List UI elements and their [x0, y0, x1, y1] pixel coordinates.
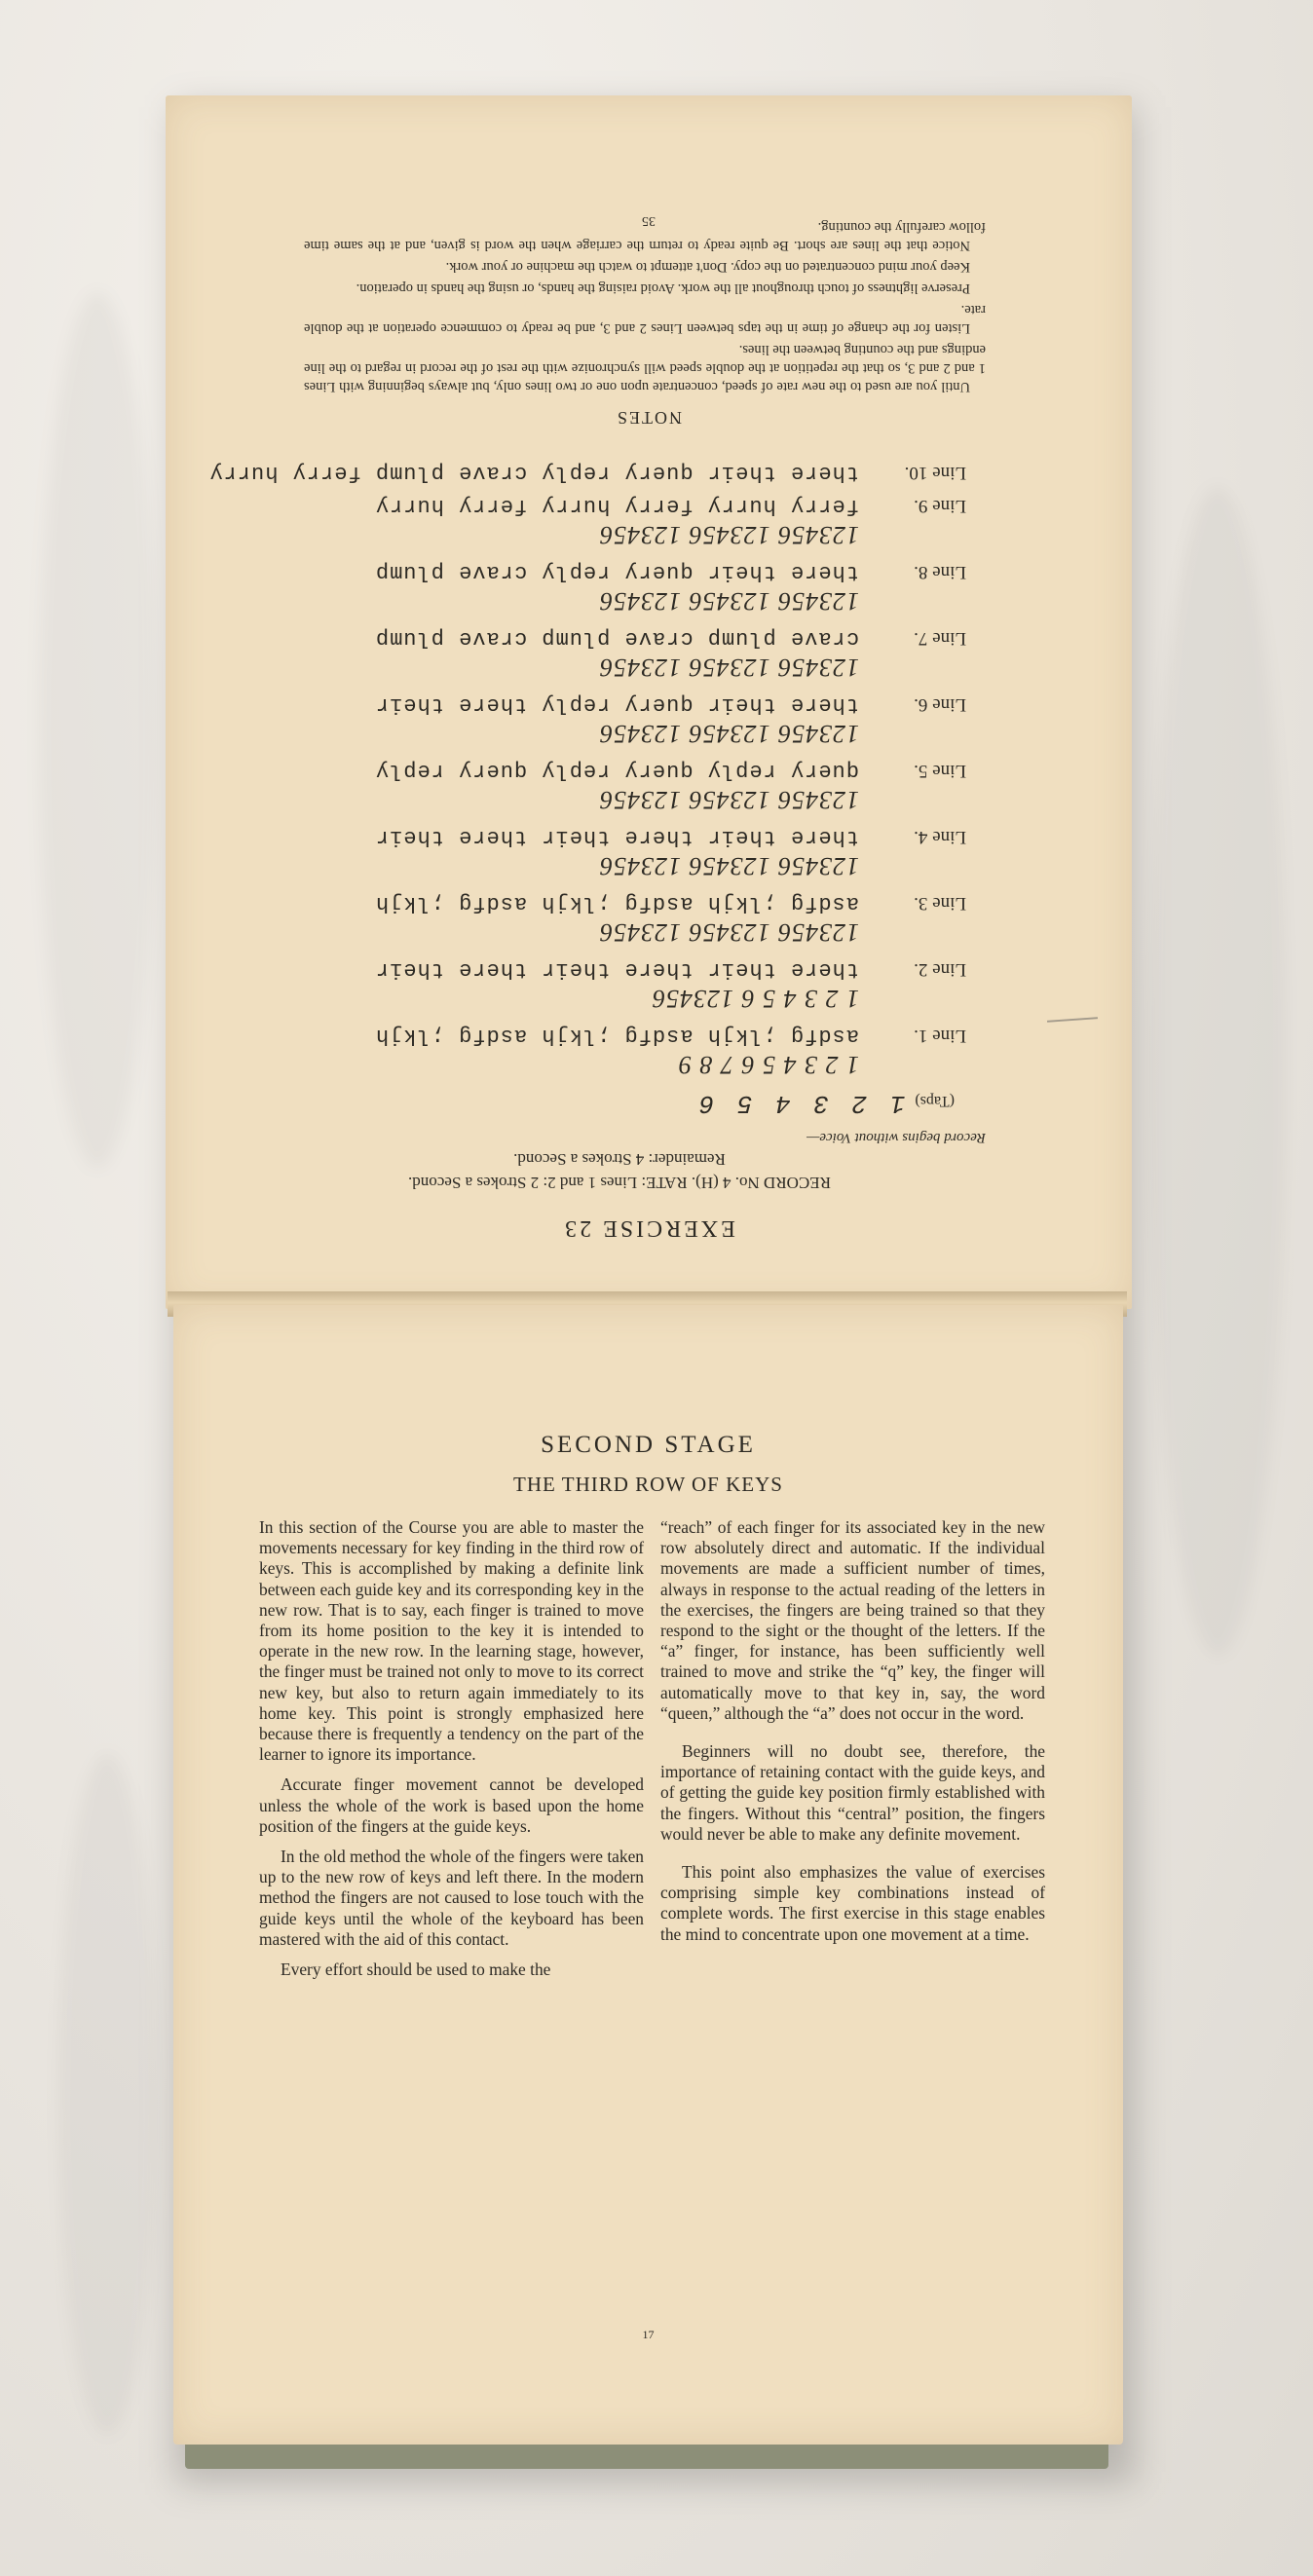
left-column	[259, 1517, 644, 1990]
voice-note: Record begins without Voice—	[807, 1130, 986, 1145]
body-paragraph: This point also emphasizes the value of exercises comprising simple key combinations instead of complete words. The first exercise in this stage enables the mind to concentrate upon one movement at a time.	[660, 1862, 1045, 1944]
section-title: THE THIRD ROW OF KEYS	[513, 1473, 783, 1496]
line-keys: ferry hurry ferry hurry ferry hurry	[374, 494, 859, 518]
taps-row	[695, 1089, 955, 1118]
line-label: Line 5.	[914, 761, 966, 781]
note-paragraph: Keep your mind concentrated on the copy. Don't attempt to watch the machine or your work.	[445, 259, 970, 275]
record-rate	[166, 1147, 1132, 1194]
lower-page	[173, 1305, 1123, 2445]
line-keys: asdfg ;lkjh asdfg ;lkjh asdfg ;lkjh	[374, 1024, 859, 1048]
line-count: 123456 123456 123456	[599, 521, 859, 549]
line-label: Line 10.	[904, 463, 966, 483]
line-count: 123456 123456 123456	[599, 653, 859, 682]
line-label: Line 3.	[914, 893, 966, 914]
record-line: RECORD No. 4 (H). RATE: Lines 1 and 2: 2 Strokes a Second.	[408, 1174, 831, 1192]
right-column	[660, 1517, 1045, 1955]
stage-title: SECOND STAGE	[541, 1432, 756, 1458]
line-keys: query reply query reply query reply	[374, 759, 859, 783]
line-label: Line 6.	[914, 694, 966, 715]
page-number: 17	[642, 2328, 655, 2341]
line-keys: there their there their there their	[374, 957, 859, 982]
line-keys: there their query reply crave plump ferry hurry	[208, 461, 859, 485]
line-label: Line 9.	[914, 496, 966, 516]
line-label: Line 1.	[914, 1026, 966, 1046]
note-paragraph: Preserve lightness of touch throughout all the work. Avoid raising the hands, or using the hands in operation.	[356, 280, 970, 296]
body-paragraph: Every effort should be used to make the	[281, 1960, 551, 1980]
line-label: Line 7.	[914, 628, 966, 649]
body-paragraph: Accurate finger movement cannot be developed unless the whole of the work is based upon the home position of the fingers at the guide keys.	[259, 1774, 644, 1836]
line-label: Line 2.	[914, 959, 966, 980]
remainder-line: Remainder: 4 Strokes a Second.	[513, 1150, 726, 1169]
line-label: Line 8.	[914, 562, 966, 582]
body-paragraph: In this section of the Course you are able to master the movements necessary for key finding in the third row of keys. This is accomplished by making a definite link between each guide key and its corresponding key in the new row. That is to say, each finger is trained to move from its home position to the key it is intended to operate in the new row. In the learning stage, however, the finger must be trained not only to move to its correct new key, but also to return again immediately to its home key. This point is strongly emphasized here because there is frequently a tendency on the part of the learner to ignore its importance.	[259, 1517, 644, 1765]
exercise-title: EXERCISE 23	[562, 1215, 735, 1241]
line-count: 123456 123456 123456	[599, 587, 859, 616]
line-keys: there their there their there their	[374, 825, 859, 849]
line-keys: there their query reply crave plump	[374, 560, 859, 584]
upper-page	[166, 95, 1132, 1309]
line-keys: there their query reply there their	[374, 692, 859, 717]
page-number: 35	[642, 213, 656, 228]
upside-down-content	[166, 95, 1132, 1309]
line-count: 1 2 3 4 5 6 7 8 9	[678, 1051, 859, 1079]
note-paragraph: Notice that the lines are short. Be quite ready to return the carriage when the word is given, and at the same time follow carefully the counting.	[304, 219, 986, 253]
line-count: 123456 123456 123456	[599, 852, 859, 880]
notes-title: NOTES	[616, 408, 682, 428]
line-count: 123456 123456 123456	[599, 720, 859, 748]
line-count: 1 2 3 4 5 6 123456	[652, 985, 859, 1013]
body-paragraph: Beginners will no doubt see, therefore, the importance of retaining contact with the guide keys, and of getting the guide key position firmly established with the fingers. Without this “central” position, the fingers would never be able to make any definite movement.	[660, 1741, 1045, 1844]
taps-label: (Taps)	[915, 1093, 955, 1109]
line-keys: asdfg ;lkjh asdfg ;lkjh asdfg ;lkjh	[374, 891, 859, 915]
body-paragraph: In the old method the whole of the fingers were taken up to the new row of keys and left there. In the modern method the fingers are not caused to lose touch with the guide keys until the whole of the keyboard has been mastered with the aid of this contact.	[259, 1847, 644, 1949]
line-count: 123456 123456 123456	[599, 786, 859, 814]
line-label: Line 4.	[914, 827, 966, 847]
line-count: 123456 123456 123456	[599, 918, 859, 947]
taps-digits: 1 2 3 4 5 6	[694, 1089, 906, 1118]
note-paragraph: Until you are used to the new rate of speed, concentrate upon one or two lines only, but always beginning with Lines 1 and 2 and 3, so that the repetition at the double speed will synchronize with the rest of the record in regard to the line endings and the counting between the lines.	[304, 342, 986, 394]
notes-body	[304, 214, 986, 395]
note-paragraph: Listen for the change of time in the taps between Lines 2 and 3, and be ready to commence operation at the double rate.	[304, 302, 986, 336]
body-paragraph: “reach” of each finger for its associated key in the new row absolutely direct and automatic. If the individual movements are made a sufficient number of times, always in response to the actual reading of the letters in the exercises, the fingers are being trained so that they respond to the sight or the thought of the letters. If the “a” finger, for instance, has been sufficiently well trained to move and strike the “q” key, the finger will automatically move to that key in, say, the word “queen,” although the “a” does not occur in the word.	[660, 1517, 1045, 1723]
line-keys: crave plump crave plump crave plump	[374, 626, 859, 651]
